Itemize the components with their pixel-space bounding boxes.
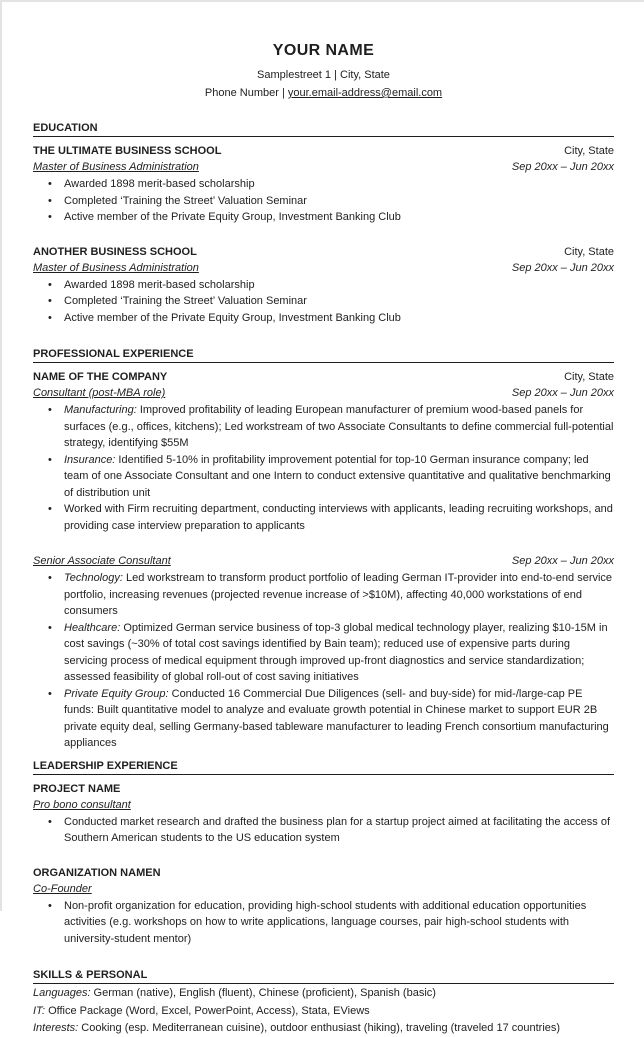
bullet-text: Active member of the Private Equity Group, Investment Banking Club (64, 311, 401, 324)
bullet-item (33, 402, 614, 452)
section-education (33, 121, 614, 326)
bullet-item (33, 814, 614, 847)
email-link[interactable]: your.email-address@email.com (287, 87, 443, 99)
role-dates: Sep 20xx – Jun 20xx (511, 387, 614, 399)
role-dates: Sep 20xx – Jun 20xx (511, 161, 614, 173)
bullet-lead: Insurance: (64, 453, 116, 466)
entry (33, 865, 614, 948)
entry-location: City, State (564, 145, 614, 157)
address-line: Samplestreet 1 | City, State (257, 69, 390, 81)
skill-text: Office Package (Word, Excel, PowerPoint, Access), Stata, EViews (45, 1004, 370, 1017)
bullet-item (33, 209, 614, 226)
bullet-text: Awarded 1898 merit-based scholarship (64, 178, 255, 190)
skill-text: Cooking (esp. Mediterranean cuisine), outdoor enthusiast (hiking), traveling (traveled 17 countries) (78, 1022, 561, 1034)
skill-lead: Interests: (33, 1022, 79, 1034)
role-row (33, 881, 614, 897)
entry (33, 244, 614, 327)
bullet-item (33, 620, 614, 686)
bullet-lead: Healthcare: (64, 621, 121, 634)
entry-header-row (33, 865, 614, 881)
role-title: Senior Associate Consultant (33, 555, 171, 567)
bullet-text: Awarded 1898 merit-based scholarship (64, 278, 255, 291)
role-row (33, 797, 614, 813)
entry (33, 369, 614, 752)
org-name: PROJECT NAME (33, 782, 121, 795)
role-title: Pro bono consultant (33, 798, 131, 811)
skill-line (33, 1020, 614, 1037)
section-title: EDUCATION (33, 121, 614, 137)
skill-lead: Languages: (33, 987, 91, 999)
bullet-item (33, 193, 614, 210)
skill-lead: IT: (33, 1004, 46, 1017)
bullet-item (33, 176, 614, 193)
sections (33, 121, 614, 1037)
bullet-item (33, 293, 614, 310)
section-skills-personal (33, 968, 614, 1037)
skill-line (33, 985, 614, 1002)
org-name: NAME OF THE COMPANY (33, 371, 168, 383)
bullet-text: Completed ‘Training the Street’ Valuation Seminar (64, 295, 307, 307)
role-row (33, 553, 614, 569)
role-dates: Sep 20xx – Jun 20xx (511, 555, 614, 567)
section-title: LEADERSHIP EXPERIENCE (33, 759, 614, 775)
bullet-list (33, 402, 614, 534)
role-row (33, 159, 614, 175)
entry-header-row (33, 781, 614, 797)
role-title: Consultant (post-MBA role) (33, 387, 166, 399)
section-title: PROFESSIONAL EXPERIENCE (33, 347, 614, 363)
bullet-item (33, 310, 614, 327)
skill-text: German (native), English (fluent), Chinese (proficient), Spanish (basic) (90, 987, 436, 999)
bullet-text: Active member of the Private Equity Group, Investment Banking Club (64, 211, 401, 223)
bullet-text: Worked with Firm recruiting department, conducting interviews with applicants, leading recruiting workshops, and providing case interview preparation to applicants (64, 503, 613, 532)
bullet-item (33, 452, 614, 502)
bullet-list (33, 570, 614, 752)
bullet-text: Led workstream to transform product portfolio of leading German IT-provider into end-to-end service portfolio, increasing revenues (projected revenue increase of >$10M), affecting 40,000 workstations of end consumers (64, 572, 613, 617)
org-name: ORGANIZATION NAMEN (33, 866, 161, 879)
entry-header-row (33, 244, 614, 260)
bullet-item (33, 686, 614, 752)
bullet-list (33, 898, 614, 948)
entry (33, 781, 614, 847)
bullet-list (33, 814, 614, 847)
bullet-text: Optimized German service business of top-3 global medical technology player, realizing $10-15M in cost savings (~30% of total cost savings identified by Bain team); reduced use of expensive parts during servicing process of medical equipment through improved up-front diagnostics and service standardization; assessed feasibility of global roll-out of cost saving initiatives (64, 621, 608, 683)
bullet-list (33, 176, 614, 226)
bullet-text: Conducted market research and drafted the business plan for a startup project aimed at facilitating the access of Southern American students to the US education system (64, 815, 611, 844)
entry (33, 143, 614, 226)
bullet-text: Improved profitability of leading European manufacturer of premium wood-based panels for surfaces (e.g., offices, kitchens); Led workstream of two Associate Consultants to define commercial full-potential strategy, identifying $55M (64, 404, 614, 449)
entry-location: City, State (564, 371, 614, 383)
entry-header-row (33, 369, 614, 385)
role-title: Master of Business Administration (33, 161, 199, 173)
bullet-text: Conducted 16 Commercial Due Diligences (sell- and buy-side) for mid-/large-cap PE funds: Built quantitative model to analyze and evaluate growth potential in Chinese market to support EUR 2B private equity deal, selling Germany-based tableware manufacturer to leading French consortium manufacturing appliances (64, 687, 609, 749)
contact-separator: | (281, 87, 285, 99)
bullet-text: Identified 5-10% in profitability improvement potential for top-10 German insurance company; led team of one Associate Consultant and one Intern to conduct extensive quantitative and qualitative benchmarking of distribution unit (64, 453, 611, 499)
bullet-item (33, 501, 614, 534)
bullet-item (33, 898, 614, 948)
skill-line (33, 1003, 614, 1020)
role-row (33, 260, 614, 276)
role-title: Co-Founder (33, 882, 92, 895)
bullet-lead: Private Equity Group: (64, 687, 169, 700)
bullet-text: Non-profit organization for education, providing high-school students with additional education opportunities activities (e.g. workshops on how to write applications, language courses, pair high-school students with university-student mentor) (64, 899, 587, 945)
bullet-text: Completed ‘Training the Street’ Valuation Seminar (64, 194, 307, 207)
entry-header-row (33, 143, 614, 159)
bullet-item (33, 277, 614, 294)
candidate-name: YOUR NAME (272, 42, 375, 59)
org-name: ANOTHER BUSINESS SCHOOL (33, 245, 197, 258)
bullet-list (33, 277, 614, 327)
resume-header (33, 42, 614, 100)
section-professional-experience (33, 347, 614, 752)
section-leadership-experience (33, 759, 614, 948)
phone-number: Phone Number (204, 87, 279, 99)
role-row (33, 385, 614, 401)
bullet-lead: Technology: (64, 572, 123, 584)
bullet-lead: Manufacturing: (64, 404, 137, 416)
role-title: Master of Business Administration (33, 261, 199, 274)
contact-line (33, 86, 614, 100)
entry-location: City, State (564, 245, 614, 258)
bullet-item (33, 570, 614, 620)
role-dates: Sep 20xx – Jun 20xx (511, 261, 614, 274)
org-name: THE ULTIMATE BUSINESS SCHOOL (33, 145, 222, 157)
section-title: SKILLS & PERSONAL (33, 968, 614, 984)
